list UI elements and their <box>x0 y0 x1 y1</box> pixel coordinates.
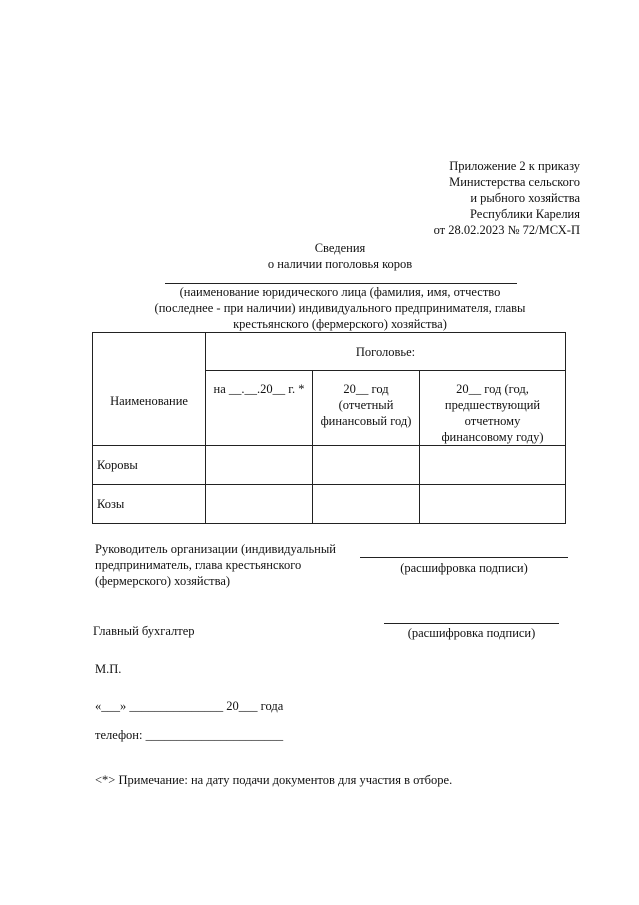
document-title: Сведения <box>314 241 366 255</box>
accountant-signature-decode: (расшифровка подписи) <box>407 626 536 640</box>
accountant-label: Главный бухгалтер <box>93 624 195 638</box>
head-title-line2: предприниматель, глава крестьянского <box>95 558 302 572</box>
entity-caption-line2: (последнее - при наличии) индивидуального предпринимателя, главы <box>154 301 526 315</box>
head-signature-decode: (расшифровка подписи) <box>400 561 528 575</box>
head-signature-line[interactable] <box>360 557 568 558</box>
column-header-reporting-year: 20__ год (отчетный финансовый год) <box>313 371 420 446</box>
table-row <box>93 485 566 524</box>
column-header-name: Наименование <box>93 333 206 446</box>
cell-input[interactable] <box>206 446 313 485</box>
header-line: Приложение 2 к приказу <box>449 159 580 173</box>
stamp-label: М.П. <box>95 662 122 676</box>
column-header-date: на __.__.20__ г. * <box>206 371 313 446</box>
date-field[interactable]: «___» _______________ 20___ года <box>95 699 284 713</box>
header-line: Министерства сельского <box>449 175 580 189</box>
cell-input[interactable] <box>313 485 420 524</box>
row-label-cows: Коровы <box>93 446 206 485</box>
head-title-line1: Руководитель организации (индивидуальный <box>95 542 336 556</box>
footnote: <*> Примечание: на дату подачи документов для участия в отборе. <box>95 773 453 787</box>
column-group-header-livestock: Поголовье: <box>206 333 566 371</box>
cell-input[interactable] <box>206 485 313 524</box>
header-line: и рыбного хозяйства <box>470 191 580 205</box>
appendix-header <box>400 158 580 238</box>
table-row <box>93 446 566 485</box>
entity-caption-line1: (наименование юридического лица (фамилия, имя, отчество <box>179 285 501 299</box>
column-header-previous-year: 20__ год (год, предшествующий отчетному финансовому году) <box>420 371 566 446</box>
row-label-goats: Козы <box>93 485 206 524</box>
cell-input[interactable] <box>313 446 420 485</box>
entity-caption-line3: крестьянского (фермерского) хозяйства) <box>233 317 447 331</box>
accountant-signature-line[interactable] <box>384 623 559 624</box>
livestock-table <box>92 332 566 524</box>
head-title-line3: (фермерского) хозяйства) <box>95 574 231 588</box>
phone-field[interactable]: телефон: ______________________ <box>95 728 284 742</box>
document-subtitle: о наличии поголовья коров <box>267 257 413 271</box>
header-line: от 28.02.2023 № 72/МСХ-П <box>433 223 580 237</box>
header-line: Республики Карелия <box>469 207 580 221</box>
cell-input[interactable] <box>420 446 566 485</box>
cell-input[interactable] <box>420 485 566 524</box>
